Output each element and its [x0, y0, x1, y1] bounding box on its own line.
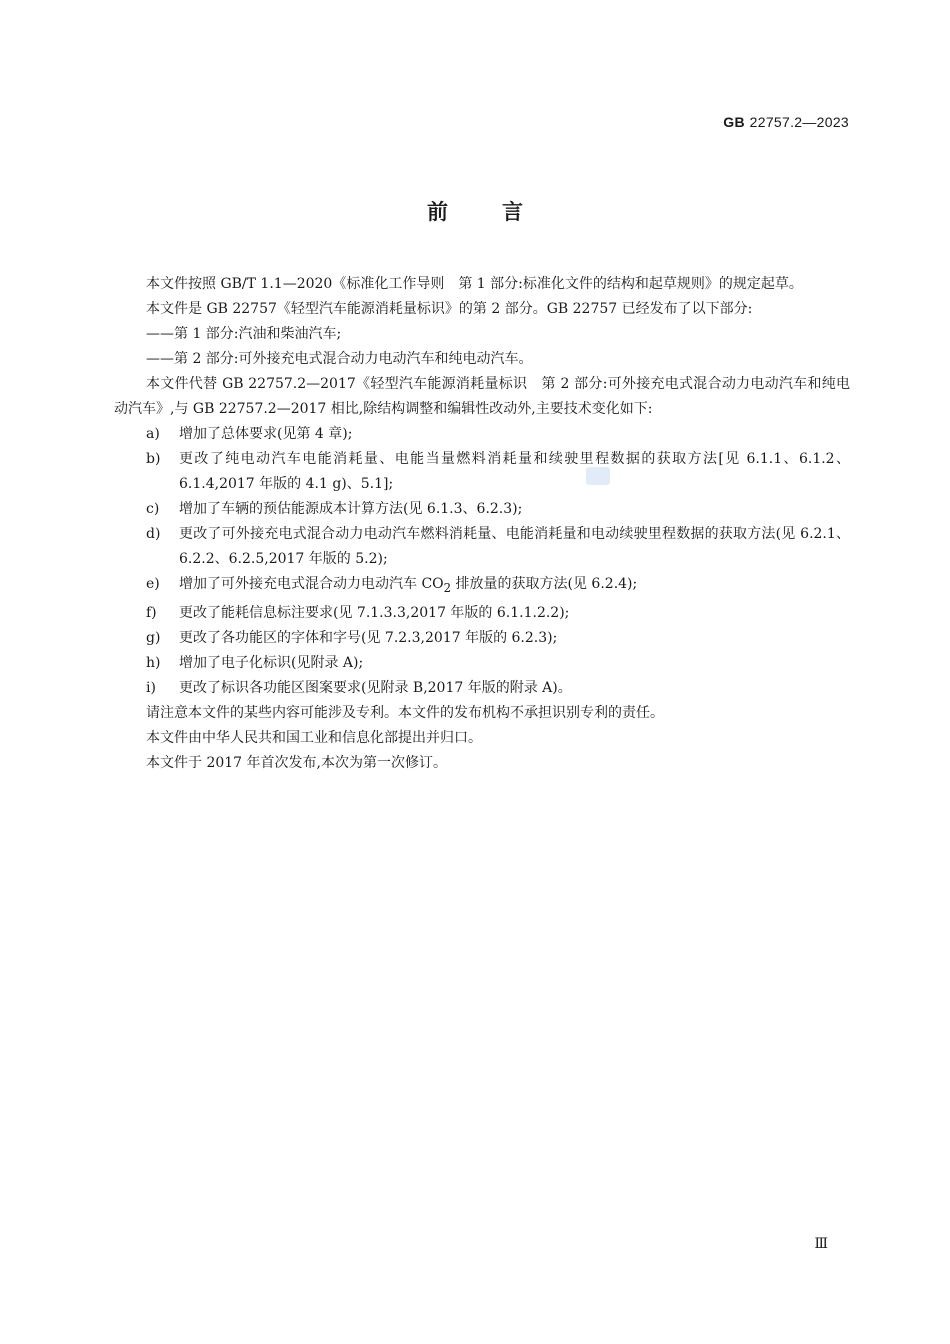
- paragraph-series-parts: 本文件是 GB 22757《轻型汽车能源消耗量标识》的第 2 部分。GB 22757 已经发布了以下部分:: [146, 301, 753, 317]
- change-text: 更改了各功能区的字体和字号(见 7.2.3,2017 年版的 6.2.3);: [179, 629, 558, 646]
- paragraph-publication-history: 本文件于 2017 年首次发布,本次为第一次修订。: [146, 754, 447, 771]
- list-marker: h): [146, 654, 161, 671]
- page-number: Ⅲ: [814, 1236, 828, 1252]
- list-marker: e): [146, 576, 160, 592]
- change-item-a: [114, 422, 850, 447]
- paragraph-proposer: 本文件由中华人民共和国工业和信息化部提出并归口。: [146, 729, 482, 746]
- list-marker: i): [146, 679, 156, 696]
- change-item-b: [114, 447, 850, 497]
- page-title: 前言: [427, 200, 577, 224]
- change-item-i: [114, 676, 850, 701]
- paragraph-drafting-basis: 本文件按照 GB/T 1.1—2020《标准化工作导则 第 1 部分:标准化文件的结构和起草规则》的规定起草。: [146, 276, 803, 292]
- change-text: 增加了总体要求(见第 4 章);: [179, 426, 353, 442]
- list-marker: f): [146, 604, 157, 621]
- change-text: 更改了能耗信息标注要求(见 7.1.3.3,2017 年版的 6.1.1.2.2);: [179, 604, 570, 621]
- change-item-h: [114, 651, 850, 676]
- standard-prefix: GB: [723, 114, 745, 130]
- change-text: 增加了电子化标识(见附录 A);: [179, 654, 364, 671]
- change-text: 更改了标识各功能区图案要求(见附录 B,2017 年版的附录 A)。: [179, 679, 572, 696]
- list-marker: c): [146, 501, 160, 517]
- list-item-part-1: ——第 1 部分:汽油和柴油汽车;: [146, 326, 342, 342]
- change-text: 增加了车辆的预估能源成本计算方法(见 6.1.3、6.2.3);: [179, 501, 523, 517]
- change-text: [179, 572, 850, 601]
- change-text: 更改了可外接充电式混合动力电动汽车燃料消耗量、电能消耗量和电动续驶里程数据的获取方法(见 6.2.1、6.2.2、6.2.5,2017 年版的 5.2);: [179, 526, 850, 567]
- change-text: 更改了纯电动汽车电能消耗量、电能当量燃料消耗量和续驶里程数据的获取方法[见 6.1.1、6.1.2、6.1.4,2017 年版的 4.1 g)、5.1];: [179, 451, 850, 492]
- subscript-2: 2: [443, 580, 452, 595]
- change-text-after: 排放量的获取方法(见 6.2.4);: [451, 576, 638, 592]
- standard-number: 22757.2—2023: [749, 114, 849, 130]
- list-item-part-2: ——第 2 部分:可外接充电式混合动力电动汽车和纯电动汽车。: [146, 351, 533, 367]
- change-item-e: [114, 572, 850, 601]
- change-item-c: [114, 497, 850, 522]
- list-marker: a): [146, 426, 160, 442]
- list-marker: d): [146, 526, 161, 542]
- foreword-body: [114, 272, 850, 776]
- paragraph-replacement: 本文件代替 GB 22757.2—2017《轻型汽车能源消耗量标识 第 2 部分:可外接充电式混合动力电动汽车和纯电动汽车》,与 GB 22757.2—2017 相比,除结构调整和编辑性改动外,主要技术变化如下:: [114, 376, 850, 417]
- list-marker: g): [146, 629, 161, 646]
- change-text-before: 增加了可外接充电式混合动力电动汽车 CO: [179, 576, 444, 592]
- change-item-g: [114, 626, 850, 651]
- paragraph-patent-notice: 请注意本文件的某些内容可能涉及专利。本文件的发布机构不承担识别专利的责任。: [146, 704, 664, 721]
- standard-number-header: [723, 114, 849, 131]
- change-item-f: [114, 601, 850, 626]
- change-item-d: [114, 522, 850, 572]
- list-marker: b): [146, 451, 161, 467]
